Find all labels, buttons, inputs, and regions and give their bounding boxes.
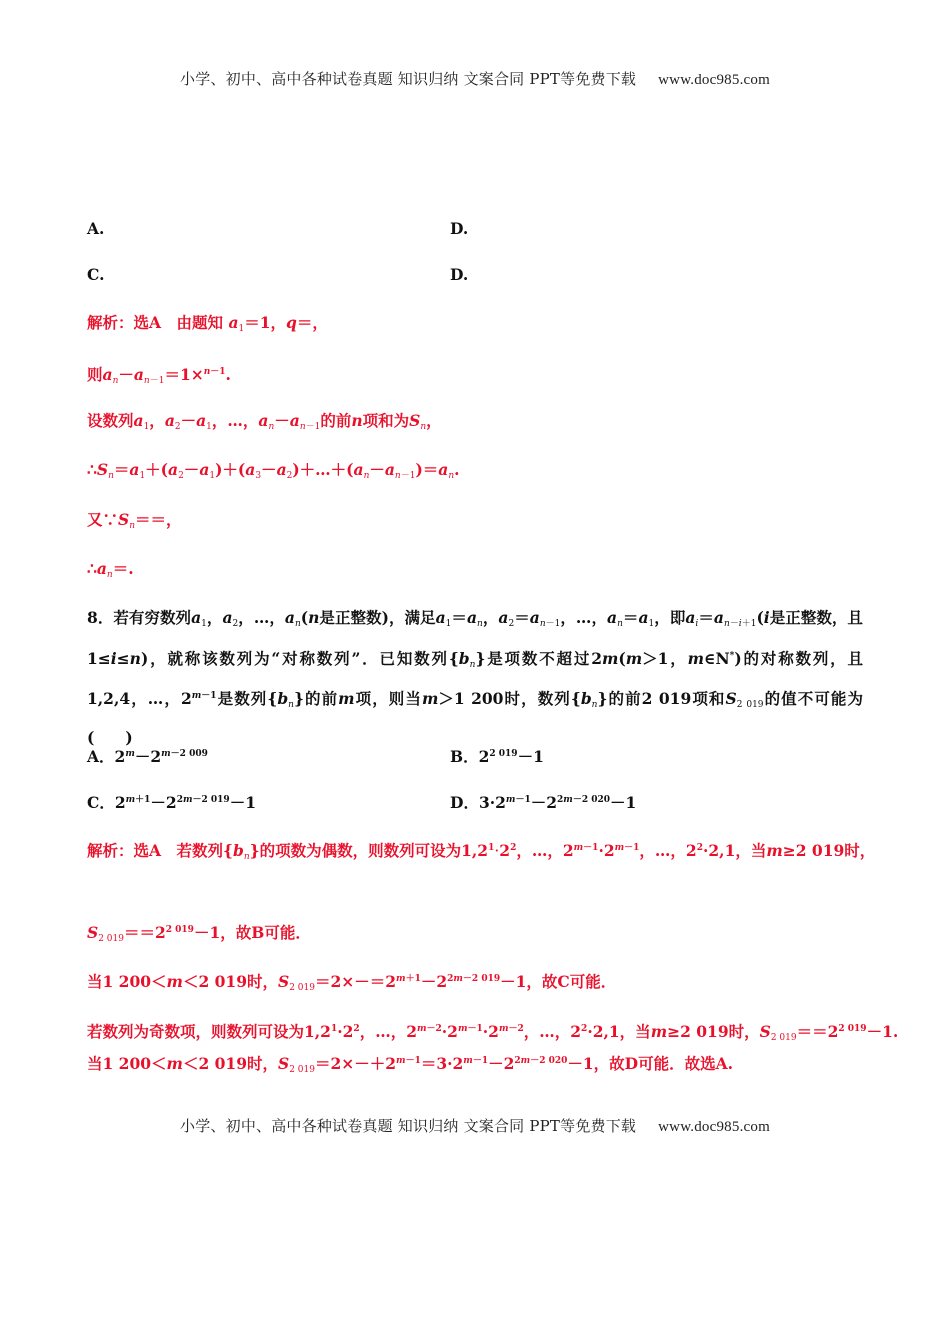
q8-option-a: A．$2^m-2^{m-2 009}$	[87, 747, 208, 766]
page-header	[0, 68, 950, 89]
q8-stem: 8．若有穷数列$a_1$，$a_2$，…，$a_n(n$是正整数)，满足$a_1=a_n$，$a_2=a_{n-1}$，…，$a_n=a_1$，即$a_i=a_{n-i+1}(i$是正整数，且1≤i≤n)，就称该数列为“对称数列”．已知数列$\{b_n\}$是项数不超过2m(m＞1，m∈N*)的对称数列，且1,2,4，…，$2^{m-1}$是数列$\{b_n\}$的前m项，则当m＞1 200时，数列$\{b_n\}$的前2 019项和$S_{2 019}$的值不可能为( )	[87, 608, 863, 747]
q7-option-d: D.	[450, 265, 469, 284]
q8-solution-line-3: 当1 200＜m＜2 019时，$S_{2 019}=2\times-=2^{m+1}-2^{2m-2 019}-1$，故C可能．	[87, 972, 617, 993]
q8-solution-line-2: $S_{2 019}==2^{2 019}-1$，故B可能．	[87, 923, 311, 944]
header-text: 小学、初中、高中各种试卷真题 知识归纳 文案合同 PPT等免费下载	[180, 70, 637, 88]
q8-option-d: D．$3\cdot 2^{m-1}-2^{2m-2 020}-1$	[450, 793, 637, 812]
q7-solution-line-2: 则$a_n-a_{n-1}=1\times^{n-1}$.	[87, 365, 231, 386]
q7-solution-line-6: $\therefore a_n=$.	[87, 559, 134, 580]
footer-url[interactable]: www.doc985.com	[658, 1119, 770, 1135]
q7-option-b: D.	[450, 219, 469, 238]
q7-solution-line-3: 设数列$a_1$，$a_2-a_1$，…，$a_n-a_{n-1}$的前n项和为$S_n$，	[87, 411, 442, 432]
q8-option-b: B．$2^{2 019}-1$	[450, 747, 544, 766]
q7-option-a: A.	[87, 219, 105, 238]
header-url[interactable]: www.doc985.com	[658, 72, 770, 88]
q7-solution-line-1: 解析：选A 由题知 $a_1=1$，q＝，	[87, 313, 328, 334]
footer-text: 小学、初中、高中各种试卷真题 知识归纳 文案合同 PPT等免费下载	[180, 1117, 637, 1135]
q8-solution-line-1: 解析：选A 若数列$\{b_n\}$的项数为偶数，则数列可设为$1,2^1\cdot 2^2$，…，$2^{m-1}\cdot 2^{m-1}$，…，$2^2\cdot 2,1$，当m≥2 019时，	[87, 841, 876, 862]
q8-option-c: C．$2^{m+1}-2^{2m-2 019}-1$	[87, 793, 256, 812]
q7-solution-line-4: $\therefore S_n=a_1+(a_2-a_1)+(a_3-a_2)+\dots+(a_n-a_{n-1})=a_n$.	[87, 460, 460, 481]
page-footer	[0, 1115, 950, 1136]
q7-solution-line-5: 又$\because S_n==$，	[87, 510, 182, 531]
q8-solution-line-4: 若数列为奇数项，则数列可设为$1,2^1\cdot 2^2$，…，$2^{m-2}\cdot 2^{m-1}\cdot 2^{m-2}$，…，$2^2\cdot 2,1$，当m≥2 019时，$S_{2 019}==2^{2 019}-1$.	[87, 1022, 899, 1043]
q8-solution-line-5: 当1 200＜m＜2 019时，$S_{2 019}=2\times-+2^{m-1}=3\cdot 2^{m-1}-2^{2m-2 020}-1$，故D可能．故选A.	[87, 1054, 734, 1075]
q7-option-c: C.	[87, 265, 105, 284]
